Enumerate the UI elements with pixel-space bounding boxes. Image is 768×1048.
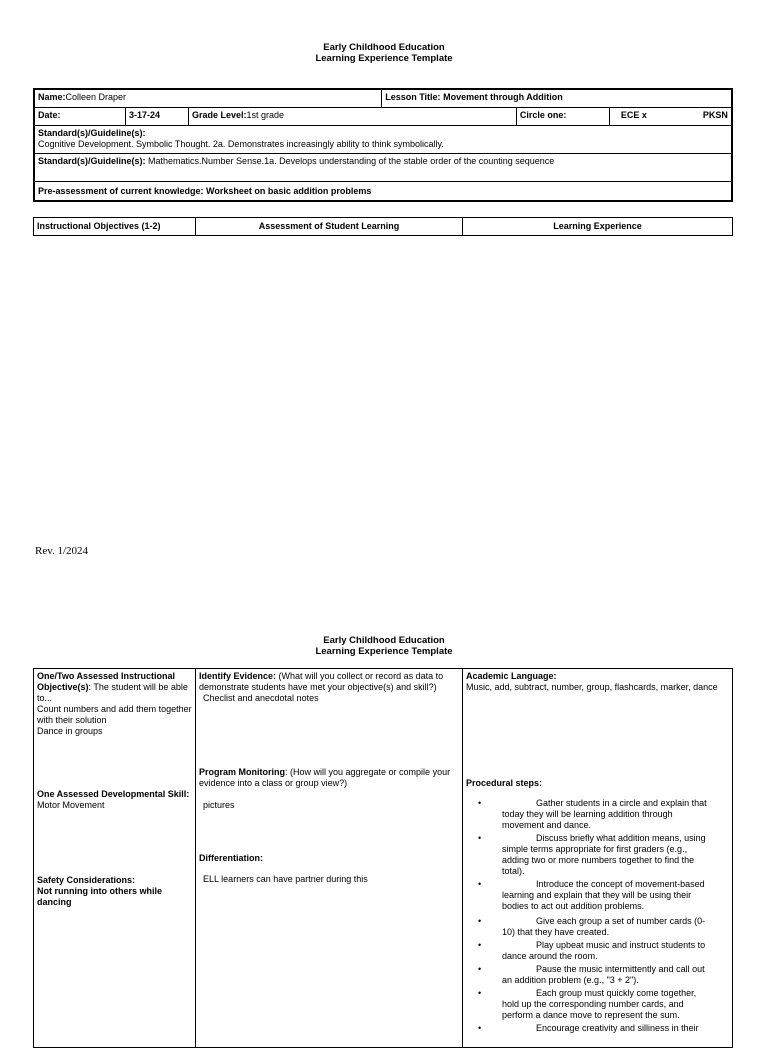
page1-header (0, 42, 768, 64)
standard2-label: Standard(s)/Guideline(s): (38, 155, 146, 166)
col-learning (463, 218, 733, 236)
page1-header-line1: Early Childhood Education (323, 42, 445, 53)
evidence-block (199, 671, 459, 704)
circle-options-cell (609, 107, 732, 125)
name-label: Name: (38, 92, 66, 102)
monitoring-value: pictures (203, 800, 235, 810)
academic-value: Music, add, subtract, number, group, flashcards, marker, dance (466, 682, 718, 692)
objectives-header-table (33, 217, 733, 236)
monitoring-block (199, 767, 459, 811)
procedural-steps (466, 798, 729, 1034)
col-learning-label: Learning Experience (553, 221, 642, 231)
academic-label: Academic Language: (466, 671, 557, 681)
page2-header-line1: Early Childhood Education (323, 635, 445, 646)
revision-note: Rev. 1/2024 (35, 545, 89, 557)
step-text: Each group must quickly come together, hold up the corresponding number cards, and perform a dance move to represent the sum. (502, 988, 697, 1020)
standard1-text: Cognitive Development. Symbolic Thought. 2a. Demonstrates increasingly ability to think symbolically. (38, 138, 444, 149)
procedural-step (466, 940, 715, 962)
safety-value: Not running into others while dancing (37, 886, 162, 907)
differentiation-label: Differentiation: (199, 853, 263, 863)
step-text: Play upbeat music and instruct students to dance around the room. (502, 940, 706, 961)
procedural-step (466, 1023, 715, 1034)
step-text: Pause the music intermittently and call out an addition problem (e.g., "3 + 2"). (502, 964, 705, 985)
lesson-title-cell (382, 89, 732, 107)
col-objectives (34, 218, 196, 236)
differentiation-value: ELL learners can have partner during this (203, 874, 368, 884)
lesson-title-label: Lesson Title: (385, 92, 441, 102)
academic-block (466, 671, 729, 693)
dev-skill-label: One Assessed Developmental Skill: (37, 789, 190, 799)
standard2-cell (34, 153, 732, 181)
lesson-title-value: Movement through Addition (443, 92, 563, 102)
circle-option-pksn[interactable]: PKSN (702, 109, 728, 120)
assessment-column (196, 669, 463, 1048)
procedural-step (466, 988, 715, 1021)
name-value: Colleen Draper (65, 92, 127, 102)
col-assessment (196, 218, 463, 236)
step-text: Introduce the concept of movement-based learning and explain that they will be using their bodies to act out addition problems. (502, 879, 705, 911)
grade-label: Grade Level: (192, 109, 247, 120)
grade-cell (189, 107, 517, 125)
monitoring-text: : (How will you aggregate or compile your evidence into a class or group view?) (199, 767, 451, 788)
date-value-cell (126, 107, 189, 125)
circle-label-cell (516, 107, 609, 125)
objective-block (37, 671, 192, 737)
step-text: Encourage creativity and silliness in their (536, 1023, 699, 1033)
procedural-step (466, 916, 715, 938)
grade-value: 1st grade (246, 109, 285, 120)
safety-label: Safety Considerations: (37, 875, 136, 885)
objective-item-2: Dance in groups (37, 726, 103, 736)
objective-text: : The student will be able to... (37, 682, 188, 703)
differentiation-block (199, 853, 459, 885)
preassess-text: Pre-assessment of current knowledge: Worksheet on basic addition problems (38, 185, 372, 196)
lesson-info-table (33, 88, 733, 202)
page2-header-line2: Learning Experience Template (315, 646, 453, 657)
objective-label: One/Two Assessed Instructional Objective(s) (37, 671, 176, 692)
lesson-plan-table (33, 668, 733, 1048)
procedural-label: Procedural steps: (466, 778, 543, 788)
dev-skill-value: Motor Movement (37, 800, 105, 810)
monitoring-label: Program Monitoring (199, 767, 285, 777)
learning-column (463, 669, 733, 1048)
procedural-step (466, 798, 715, 831)
date-label: Date: (38, 109, 61, 120)
date-label-cell (34, 107, 126, 125)
evidence-label: Identify Evidence: (199, 671, 277, 681)
evidence-text: (What will you collect or record as data to demonstrate students have met your objective(s) and skill?) (199, 671, 444, 692)
evidence-value: Checlist and anecdotal notes (203, 693, 319, 703)
circle-option-ece[interactable]: ECE x (620, 109, 647, 120)
dev-skill-block (37, 789, 192, 811)
step-text: Gather students in a circle and explain that today they will be learning addition through movement and dance. (502, 798, 707, 830)
name-cell (34, 89, 382, 107)
step-text: Discuss briefly what addition means, using simple terms appropriate for first graders (e.g., adding two or more numbers together to find the total). (502, 833, 706, 876)
page1-header-line2: Learning Experience Template (315, 53, 453, 64)
col-objectives-label: Instructional Objectives (1-2) (37, 221, 161, 231)
objectives-column (34, 669, 196, 1048)
safety-block (37, 875, 192, 908)
procedural-step (466, 879, 715, 912)
objective-item-1: Count numbers and add them together with their solution (37, 704, 192, 725)
page2-header (0, 635, 768, 657)
procedural-block (466, 778, 729, 1036)
procedural-step (466, 964, 715, 986)
step-text: Give each group a set of number cards (0-10) that they have created. (502, 916, 706, 937)
standard1-label: Standard(s)/Guideline(s): (38, 127, 146, 138)
standard1-cell (34, 125, 732, 153)
standard2-text: Mathematics.Number Sense.1a. Develops understanding of the stable order of the counting sequence (148, 155, 555, 166)
col-assessment-label: Assessment of Student Learning (258, 221, 400, 231)
circle-label: Circle one: (519, 109, 567, 120)
preassess-cell (34, 181, 732, 201)
procedural-step (466, 833, 715, 877)
date-value: 3-17-24 (129, 109, 161, 120)
